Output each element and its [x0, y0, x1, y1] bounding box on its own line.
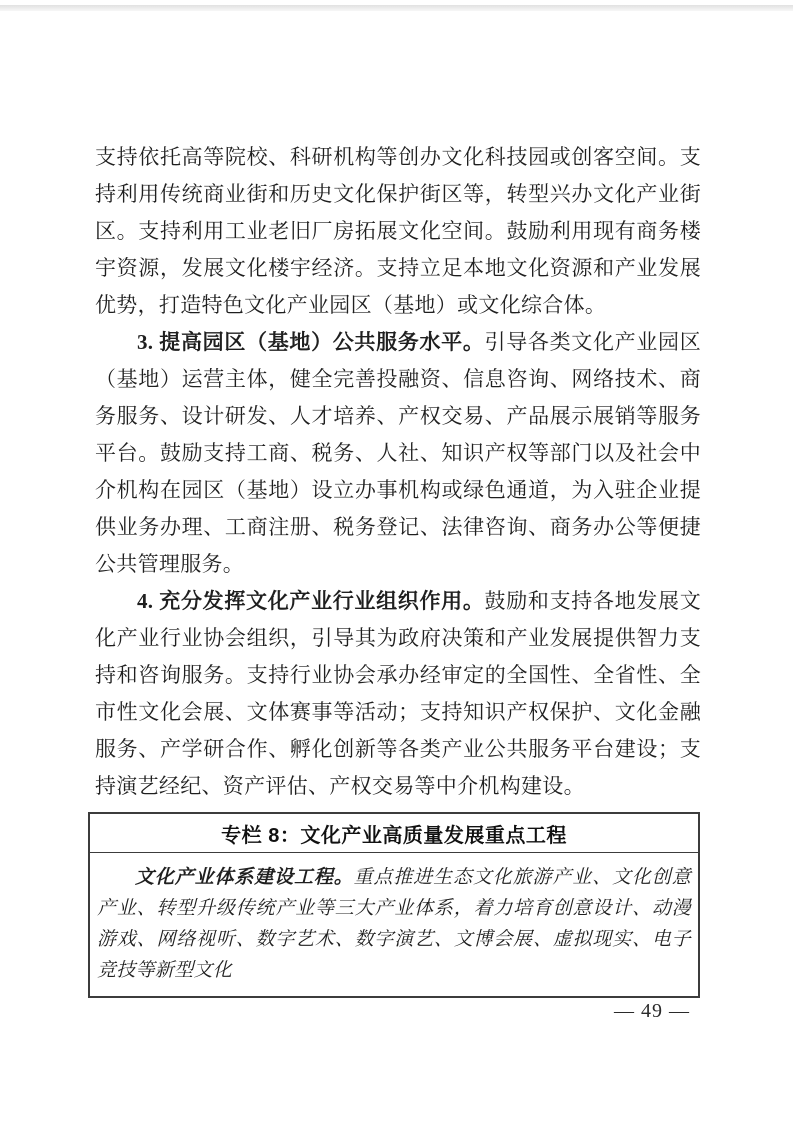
paragraph-text: 引导各类文化产业园区（基地）运营主体，健全完善投融资、信息咨询、网络技术、商务服务、设计研发、人才培养、产权交易、产品展示展销等服务平台。鼓励支持工商、税务、人社、知识产权等部门以及社会中介机构在园区（基地）设立办事机构或绿色通道，为入驻企业提供业务办理、工商注册、税务登记、法律咨询、商务办公等便捷公共管理服务。: [95, 330, 701, 576]
scan-shadow-artifact: [0, 5, 793, 11]
callout-box-body: [90, 853, 698, 996]
paragraph-text: 鼓励和支持各地发展文化产业行业协会组织，引导其为政府决策和产业发展提供智力支持和咨询服务。支持行业协会承办经审定的全国性、全省性、全市性文化会展、文体赛事等活动；支持知识产权保护、文化金融服务、产学研合作、孵化创新等各类产业公共服务平台建设；支持演艺经纪、资产评估、产权交易等中介机构建设。: [95, 589, 701, 798]
paragraph: [95, 139, 701, 324]
callout-box: [88, 812, 700, 998]
callout-box-body-text: 重点推进生态文化旅游产业、文化创意产业、转型升级传统产业等三大产业体系，着力培育创意设计、动漫游戏、网络视听、数字艺术、数字演艺、文博会展、虚拟现实、电子竞技等新型文化: [97, 867, 691, 981]
paragraph-text: 支持依托高等院校、科研机构等创办文化科技园或创客空间。支持利用传统商业街和历史文化保护街区等，转型兴办文化产业街区。支持利用工业老旧厂房拓展文化空间。鼓励利用现有商务楼宇资源，发展文化楼宇经济。支持立足本地文化资源和产业发展优势，打造特色文化产业园区（基地）或文化综合体。: [95, 145, 701, 317]
paragraph: [95, 324, 701, 583]
paragraph: [95, 583, 701, 805]
page-number: — 49 —: [614, 1000, 690, 1022]
body-text-block: [95, 139, 701, 805]
callout-box-title: 专栏 8：文化产业高质量发展重点工程: [90, 814, 698, 853]
paragraph-lead: 4. 充分发挥文化产业行业组织作用。: [137, 589, 485, 613]
callout-box-paragraph: [97, 862, 691, 986]
callout-box-body-lead: 文化产业体系建设工程。: [135, 867, 354, 888]
paragraph-lead: 3. 提高园区（基地）公共服务水平。: [137, 330, 485, 354]
